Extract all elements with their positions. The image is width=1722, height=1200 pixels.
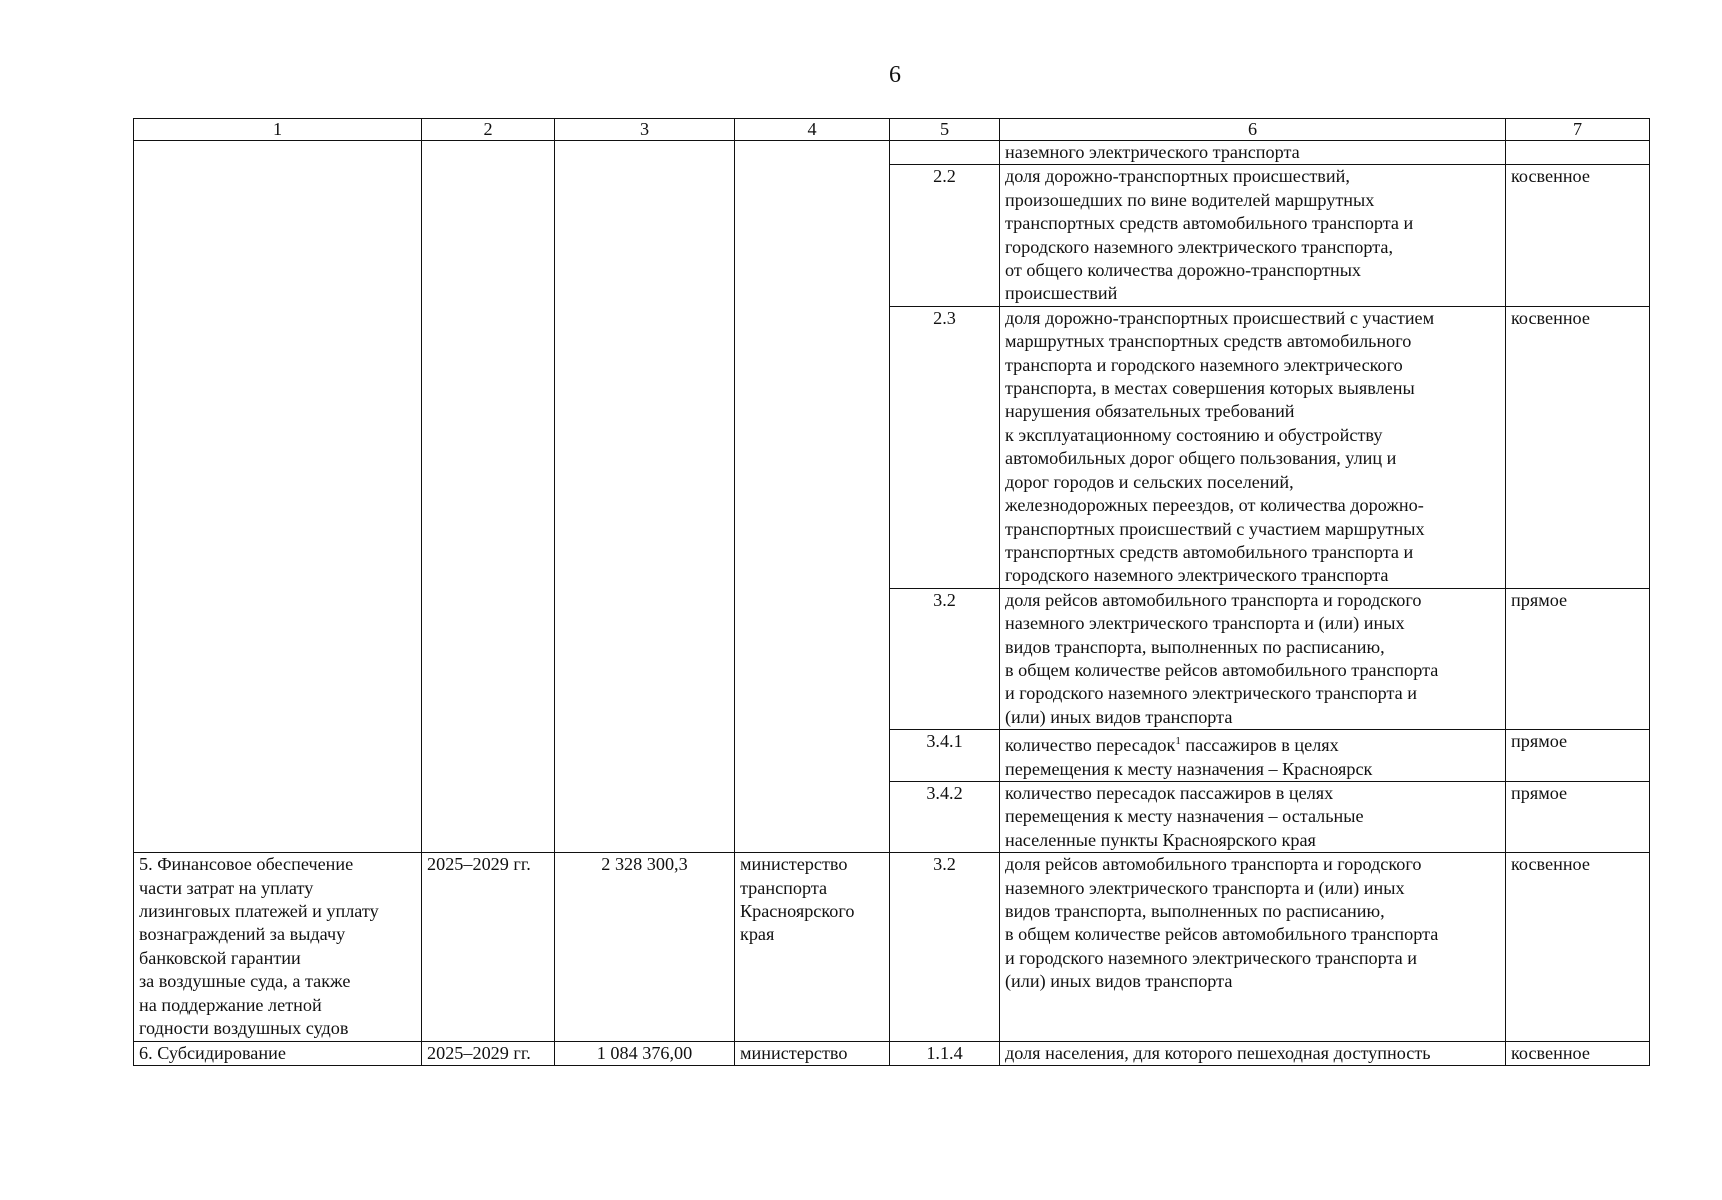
indicator-code-cell: 2.2 — [890, 165, 1000, 306]
indicator-text-cell: доля рейсов автомобильного транспорта и городского наземного электрического транспорта и (или) иных видов транспорта, выполненных по расписанию, в общем количестве рейсов автомобильного транспорта и городского наземного электрического транспорта и (или) иных видов транспорта — [1000, 588, 1506, 729]
sum-cell: 1 084 376,00 — [555, 1041, 735, 1065]
indicator-code-cell: 3.4.1 — [890, 730, 1000, 782]
activity-cell: 6. Субсидирование — [134, 1041, 422, 1065]
executor-cell: министерство — [735, 1041, 890, 1065]
impact-type-cell — [1506, 141, 1650, 165]
impact-type-cell: косвенное — [1506, 853, 1650, 1041]
table-row — [134, 1041, 1650, 1065]
sum-cell-continued — [555, 141, 735, 853]
indicator-code-cell — [890, 141, 1000, 165]
column-header-6: 6 — [1000, 119, 1506, 141]
indicator-text-part: количество пересадок — [1005, 735, 1176, 756]
column-header-5: 5 — [890, 119, 1000, 141]
impact-type-cell: косвенное — [1506, 165, 1650, 306]
indicator-code-cell: 3.2 — [890, 853, 1000, 1041]
header-row — [134, 119, 1650, 141]
impact-type-cell: прямое — [1506, 588, 1650, 729]
indicator-code-cell: 1.1.4 — [890, 1041, 1000, 1065]
activity-cell: 5. Финансовое обеспечение части затрат на уплату лизинговых платежей и уплату вознаграждений за выдачу банковской гарантии за воздушные суда, а также на поддержание летной годности воздушных судов — [134, 853, 422, 1041]
period-cell-continued — [422, 141, 555, 853]
indicator-code-cell: 2.3 — [890, 306, 1000, 588]
column-header-2: 2 — [422, 119, 555, 141]
indicator-text-cell: доля дорожно-транспортных происшествий, произошедших по вине водителей маршрутных транспортных средств автомобильного транспорта и городского наземного электрического транспорта, от общего количества дорожно-транспортных происшествий — [1000, 165, 1506, 306]
sum-cell: 2 328 300,3 — [555, 853, 735, 1041]
indicator-text-cell: наземного электрического транспорта — [1000, 141, 1506, 165]
table-row — [134, 853, 1650, 1041]
activity-cell-continued — [134, 141, 422, 853]
indicator-text-cell: доля рейсов автомобильного транспорта и городского наземного электрического транспорта и (или) иных видов транспорта, выполненных по расписанию, в общем количестве рейсов автомобильного транспорта и городского наземного электрического транспорта и (или) иных видов транспорта — [1000, 853, 1506, 1041]
page-number: 6 — [889, 62, 901, 88]
impact-type-cell: прямое — [1506, 782, 1650, 853]
impact-type-cell: косвенное — [1506, 1041, 1650, 1065]
indicator-text-cell: доля населения, для которого пешеходная доступность — [1000, 1041, 1506, 1065]
impact-type-cell: косвенное — [1506, 306, 1650, 588]
indicator-text-cell: доля дорожно-транспортных происшествий с участием маршрутных транспортных средств автомобильного транспорта и городского наземного электрического транспорта, в местах совершения которых выявлены нарушения обязательных требований к эксплуатационному состоянию и обустройству автомобильных дорог общего пользования, улиц и дорог городов и сельских поселений, железнодорожных переездов, от количества дорожно- транспортных происшествий с участием маршрутных транспортных средств автомобильного транспорта и городского наземного электрического транспорта — [1000, 306, 1506, 588]
footnote-marker: 1 — [1175, 735, 1181, 748]
indicator-text-cell: количество пересадок пассажиров в целях перемещения к месту назначения – остальные населенные пункты Красноярского края — [1000, 782, 1506, 853]
table-row — [134, 141, 1650, 165]
program-activities-table — [133, 118, 1650, 1066]
executor-cell: министерство транспорта Красноярского края — [735, 853, 890, 1041]
executor-cell-continued — [735, 141, 890, 853]
indicator-code-cell: 3.2 — [890, 588, 1000, 729]
indicator-text-part: пассажиров в целях перемещения к месту назначения – Красноярск — [1005, 735, 1373, 779]
column-header-7: 7 — [1506, 119, 1650, 141]
column-header-4: 4 — [735, 119, 890, 141]
column-header-3: 3 — [555, 119, 735, 141]
period-cell: 2025–2029 гг. — [422, 853, 555, 1041]
indicator-text-cell — [1000, 730, 1506, 782]
period-cell: 2025–2029 гг. — [422, 1041, 555, 1065]
indicator-code-cell: 3.4.2 — [890, 782, 1000, 853]
column-header-1: 1 — [134, 119, 422, 141]
impact-type-cell: прямое — [1506, 730, 1650, 782]
